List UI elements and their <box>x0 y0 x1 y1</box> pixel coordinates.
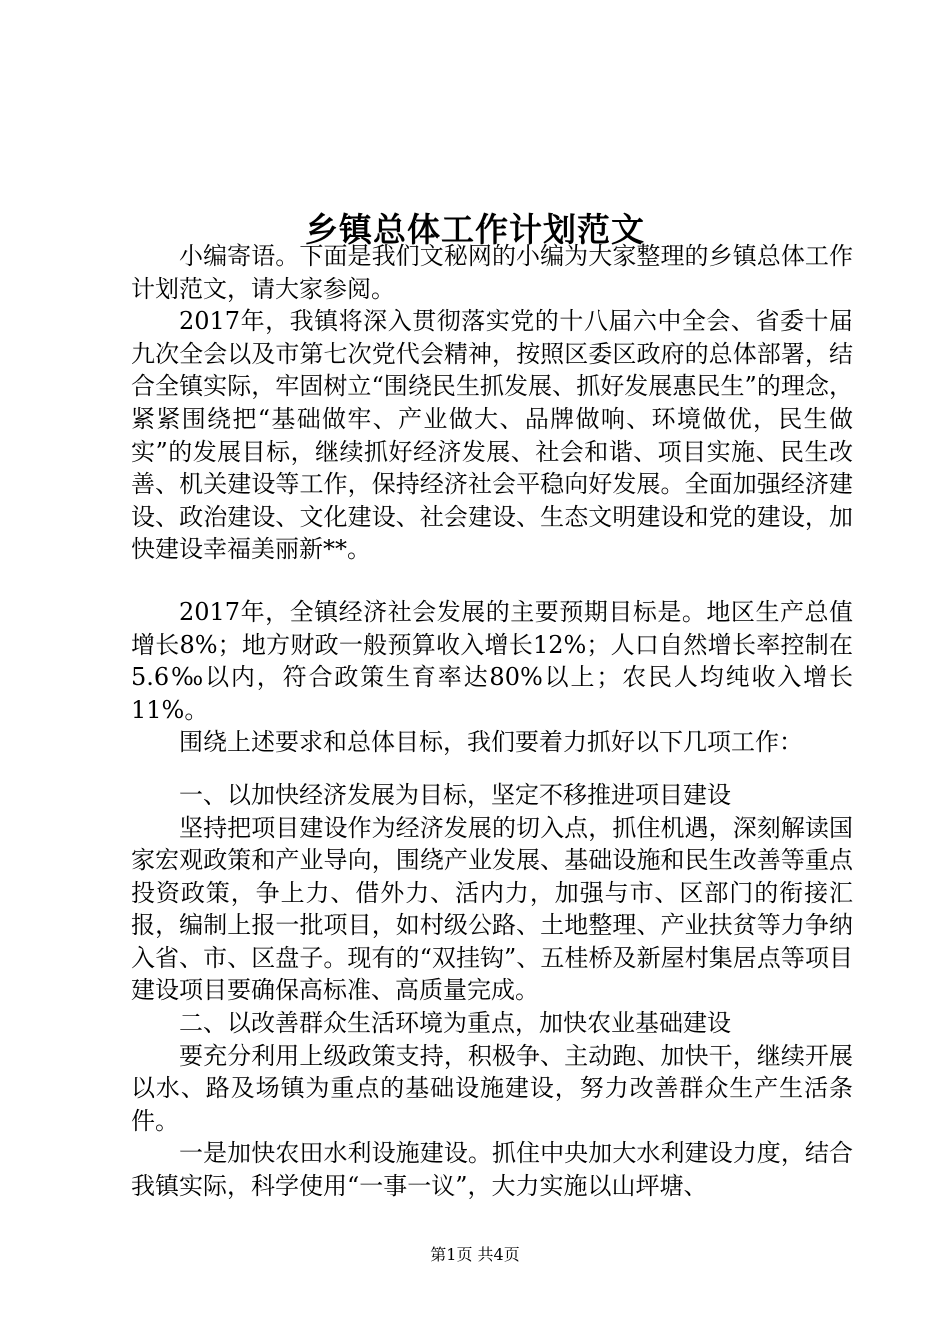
paragraph-project-construction: 坚持把项目建设作为经济发展的切入点，抓住机遇，深刻解读国家宏观政策和产业导向，围绕产业发展、基础设施和民生改善等重点投资政策，争上力、借外力、活内力，加强与市、区部门的衔接汇报，编制上报一批项目，如村级公路、土地整理、产业扶贫等力争纳入省、市、区盘子。现有的“双挂钩”、五桂桥及新屋村集居点等项目建设项目要确保高标准、高质量完成。 <box>131 813 853 1005</box>
page-footer: 第1页 共4页 <box>430 1245 520 1264</box>
paragraph-intro: 小编寄语。下面是我们文秘网的小编为大家整理的乡镇总体工作计划范文，请大家参阅。 <box>131 242 853 303</box>
section-heading-2: 二、以改善群众生活环境为重点，加快农业基础建设 <box>179 1009 731 1038</box>
paragraph-infrastructure: 要充分利用上级政策支持，积极争、主动跑、加快干，继续开展以水、路及场镇为重点的基础设施建设，努力改善群众生产生活条件。 <box>131 1041 853 1135</box>
paragraph-overview: 2017年，我镇将深入贯彻落实党的十八届六中全会、省委十届九次全会以及市第七次党代会精神，按照区委区政府的总体部署，结合全镇实际，牢固树立“围绕民生抓发展、抓好发展惠民生”的理念，紧紧围绕把“基础做牢、产业做大、品牌做响、环境做优，民生做实”的发展目标，继续抓好经济发展、社会和谐、项目实施、民生改善、机关建设等工作，保持经济社会平稳向好发展。全面加强经济建设、政治建设、文化建设、社会建设、生态文明建设和党的建设，加快建设幸福美丽新**。 <box>131 307 853 564</box>
paragraph-water-conservancy: 一是加快农田水利设施建设。抓住中央加大水利建设力度，结合我镇实际，科学使用“一事一议”，大力实施以山坪塘、 <box>131 1139 853 1201</box>
paragraph-tasks-lead: 围绕上述要求和总体目标，我们要着力抓好以下几项工作： <box>179 728 803 757</box>
paragraph-targets: 2017年，全镇经济社会发展的主要预期目标是。地区生产总值增长8%；地方财政一般预算收入增长12%；人口自然增长率控制在5.6‰以内，符合政策生育率达80%以上；农民人均纯收入增长11%。 <box>131 597 853 724</box>
section-heading-1: 一、以加快经济发展为目标，坚定不移推进项目建设 <box>179 780 731 809</box>
page-title: 乡镇总体工作计划范文 <box>305 210 645 250</box>
document-body <box>131 240 853 1203</box>
